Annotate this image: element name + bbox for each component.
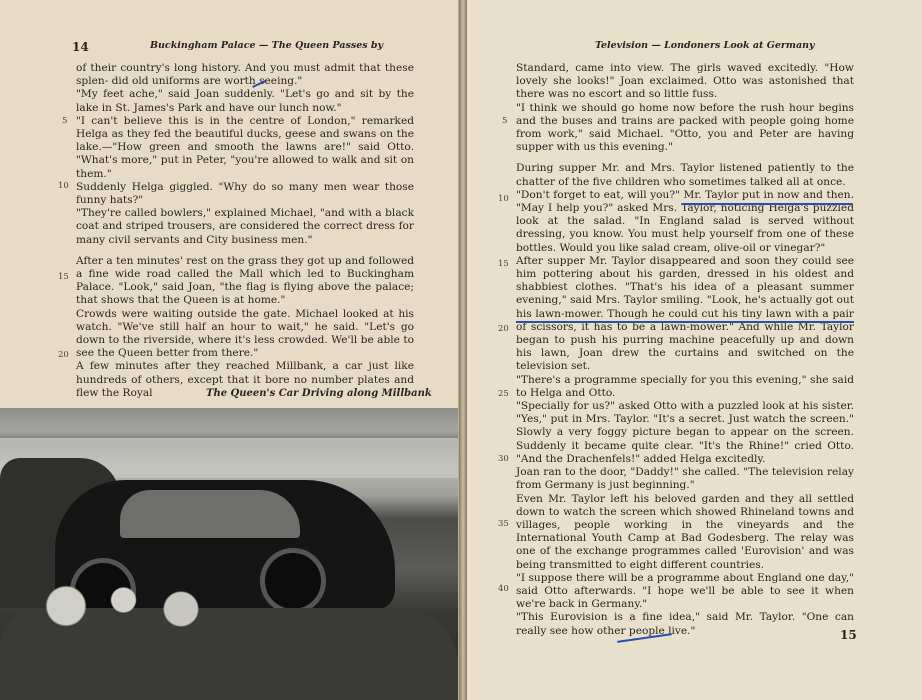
paragraph: of their country's long history. And you must admit that these splen- did old uniforms are worth seeing." [76,62,414,88]
left-body-text [76,62,414,400]
book-gutter [459,0,467,700]
photo-car-window [120,490,300,538]
page-number-left: 14 [72,40,89,54]
paragraph: "They're called bowlers," explained Michael, "and with a black coat and striped trousers, are considered the correct dress for many civil servants and City business men." [76,207,414,246]
line-number: 30 [498,454,509,464]
paragraph: "I can't believe this is in the centre of London," remarked Helga as they fed the beautiful ducks, geese and swans on the lake.—"How green and smooth the lawns are!" said Otto. "What's more," put in Peter, "you're allowed to walk and sit on them." [76,114,414,180]
line-number: 20 [58,350,69,360]
left-page [0,0,459,700]
paragraph: "Don't forget to eat, will you?" Mr. Taylor put in now and then. "May I help you?" asked Mrs. Taylor, noticing Helga's puzzled look at the salad. "In England salad is served without dressing, you know. You must help yourself from one of these bottles. Would you like salad cream, olive-oil or vinegar?" [516,188,854,254]
paragraph: Even Mr. Taylor left his beloved garden and they all settled down to watch the screen which showed Rhineland towns and villages, people working in the vineyards and the International Youth Camp at Bad Godesberg. The relay was one of the exchange programmes called 'Eurovision' and was being transmitted to eight different countries. [516,492,854,571]
paragraph: "I suppose there will be a programme about England one day," said Otto afterwards. "I hope we'll be able to see it when we're back in Germany." [516,571,854,611]
line-number: 5 [62,116,68,126]
line-number: 5 [502,116,508,126]
paragraph: After supper Mr. Taylor disappeared and soon they could see him pottering about his garden, dressed in his oldest and shabbiest clothes. "That's his idea of a pleasant summer evening," said Mrs. Taylor smiling. "Look, he's actually got out his lawn-mower. Though he could cut his tiny lawn with a pair of scissors, it has to be a lawn-mower." And while Mr. Taylor began to push his purring machine peacefully up and down his lawn, Joan drew the curtains and switched on the television set. [516,254,854,373]
paragraph: "Specially for us?" asked Otto with a puzzled look at his sister. "Yes," put in Mrs. Taylor. "It's a secret. Just watch the screen." Slowly a very foggy picture began to appear on the screen. Suddenly it became quite clear. "It's the Rhine!" cried Otto. "And the Drachenfels!" added Helga excitedly. [516,400,854,465]
pen-underline [516,321,854,323]
pen-underline [682,203,852,205]
line-number: 10 [498,194,509,204]
paragraph: After a ten minutes' rest on the grass they got up and followed a fine wide road called the Mall which led to Buckingham Palace. "Look," said Joan, "the flag is flying above the palace; that shows that the Queen is at home." [76,254,414,307]
paragraph: Suddenly Helga giggled. "Why do so many men wear those funny hats?" [76,180,414,207]
line-number: 20 [498,324,509,334]
page-number-right: 15 [840,628,857,642]
paragraph: A few minutes after they reached Millbank, a car just like hundreds of others, except that it bore no number plates and flew the Royal [76,360,414,399]
paragraph: Joan ran to the door, "Daddy!" she called. "The television relay from Germany is just beginning." [516,466,854,492]
photo-car-wheel [260,548,326,614]
paragraph: "This Eurovision is a fine idea," said Mr. Taylor. "One can really see how other people live." [516,611,854,637]
paragraph: Standard, came into view. The girls waved excitedly. "How lovely she looks!" Joan exclaimed. Otto was astonished that there was no escort and so little fuss. [516,62,854,101]
paragraph: "My feet ache," said Joan suddenly. "Let's go and sit by the lake in St. James's Park and have our lunch now." [76,88,414,114]
line-number: 40 [498,584,509,594]
paragraph: Crowds were waiting outside the gate. Michael looked at his watch. "We've still half an hour to wait," he said. "Let's go down to the riverside, where it's less crowded. We'll be able to see the Queen better from there." [76,307,414,360]
line-number: 25 [498,389,509,399]
paragraph: "I think we should go home now before the rush hour begins and the buses and trains are packed with people going home from work," said Michael. "Otto, you and Peter are having supper with us this evening." [516,101,854,154]
paragraph: During supper Mr. and Mrs. Taylor listened patiently to the chatter of the five children who sometimes talked all at once. [516,162,854,188]
running-header-right: Television — Londoners Look at Germany [595,40,815,51]
line-number: 15 [58,272,69,282]
photo-caption: The Queen's Car Driving along Millbank [206,388,432,399]
running-header-left: Buckingham Palace — The Queen Passes by [150,40,384,51]
paragraph: "There's a programme specially for you this evening," she said to Helga and Otto. [516,373,854,399]
photo-waving-hands [20,576,250,636]
line-number: 10 [58,181,69,191]
line-number: 15 [498,259,509,269]
royal-car-photo [0,408,459,700]
right-page [467,0,922,700]
right-body-text [516,62,854,638]
line-number: 35 [498,519,509,529]
